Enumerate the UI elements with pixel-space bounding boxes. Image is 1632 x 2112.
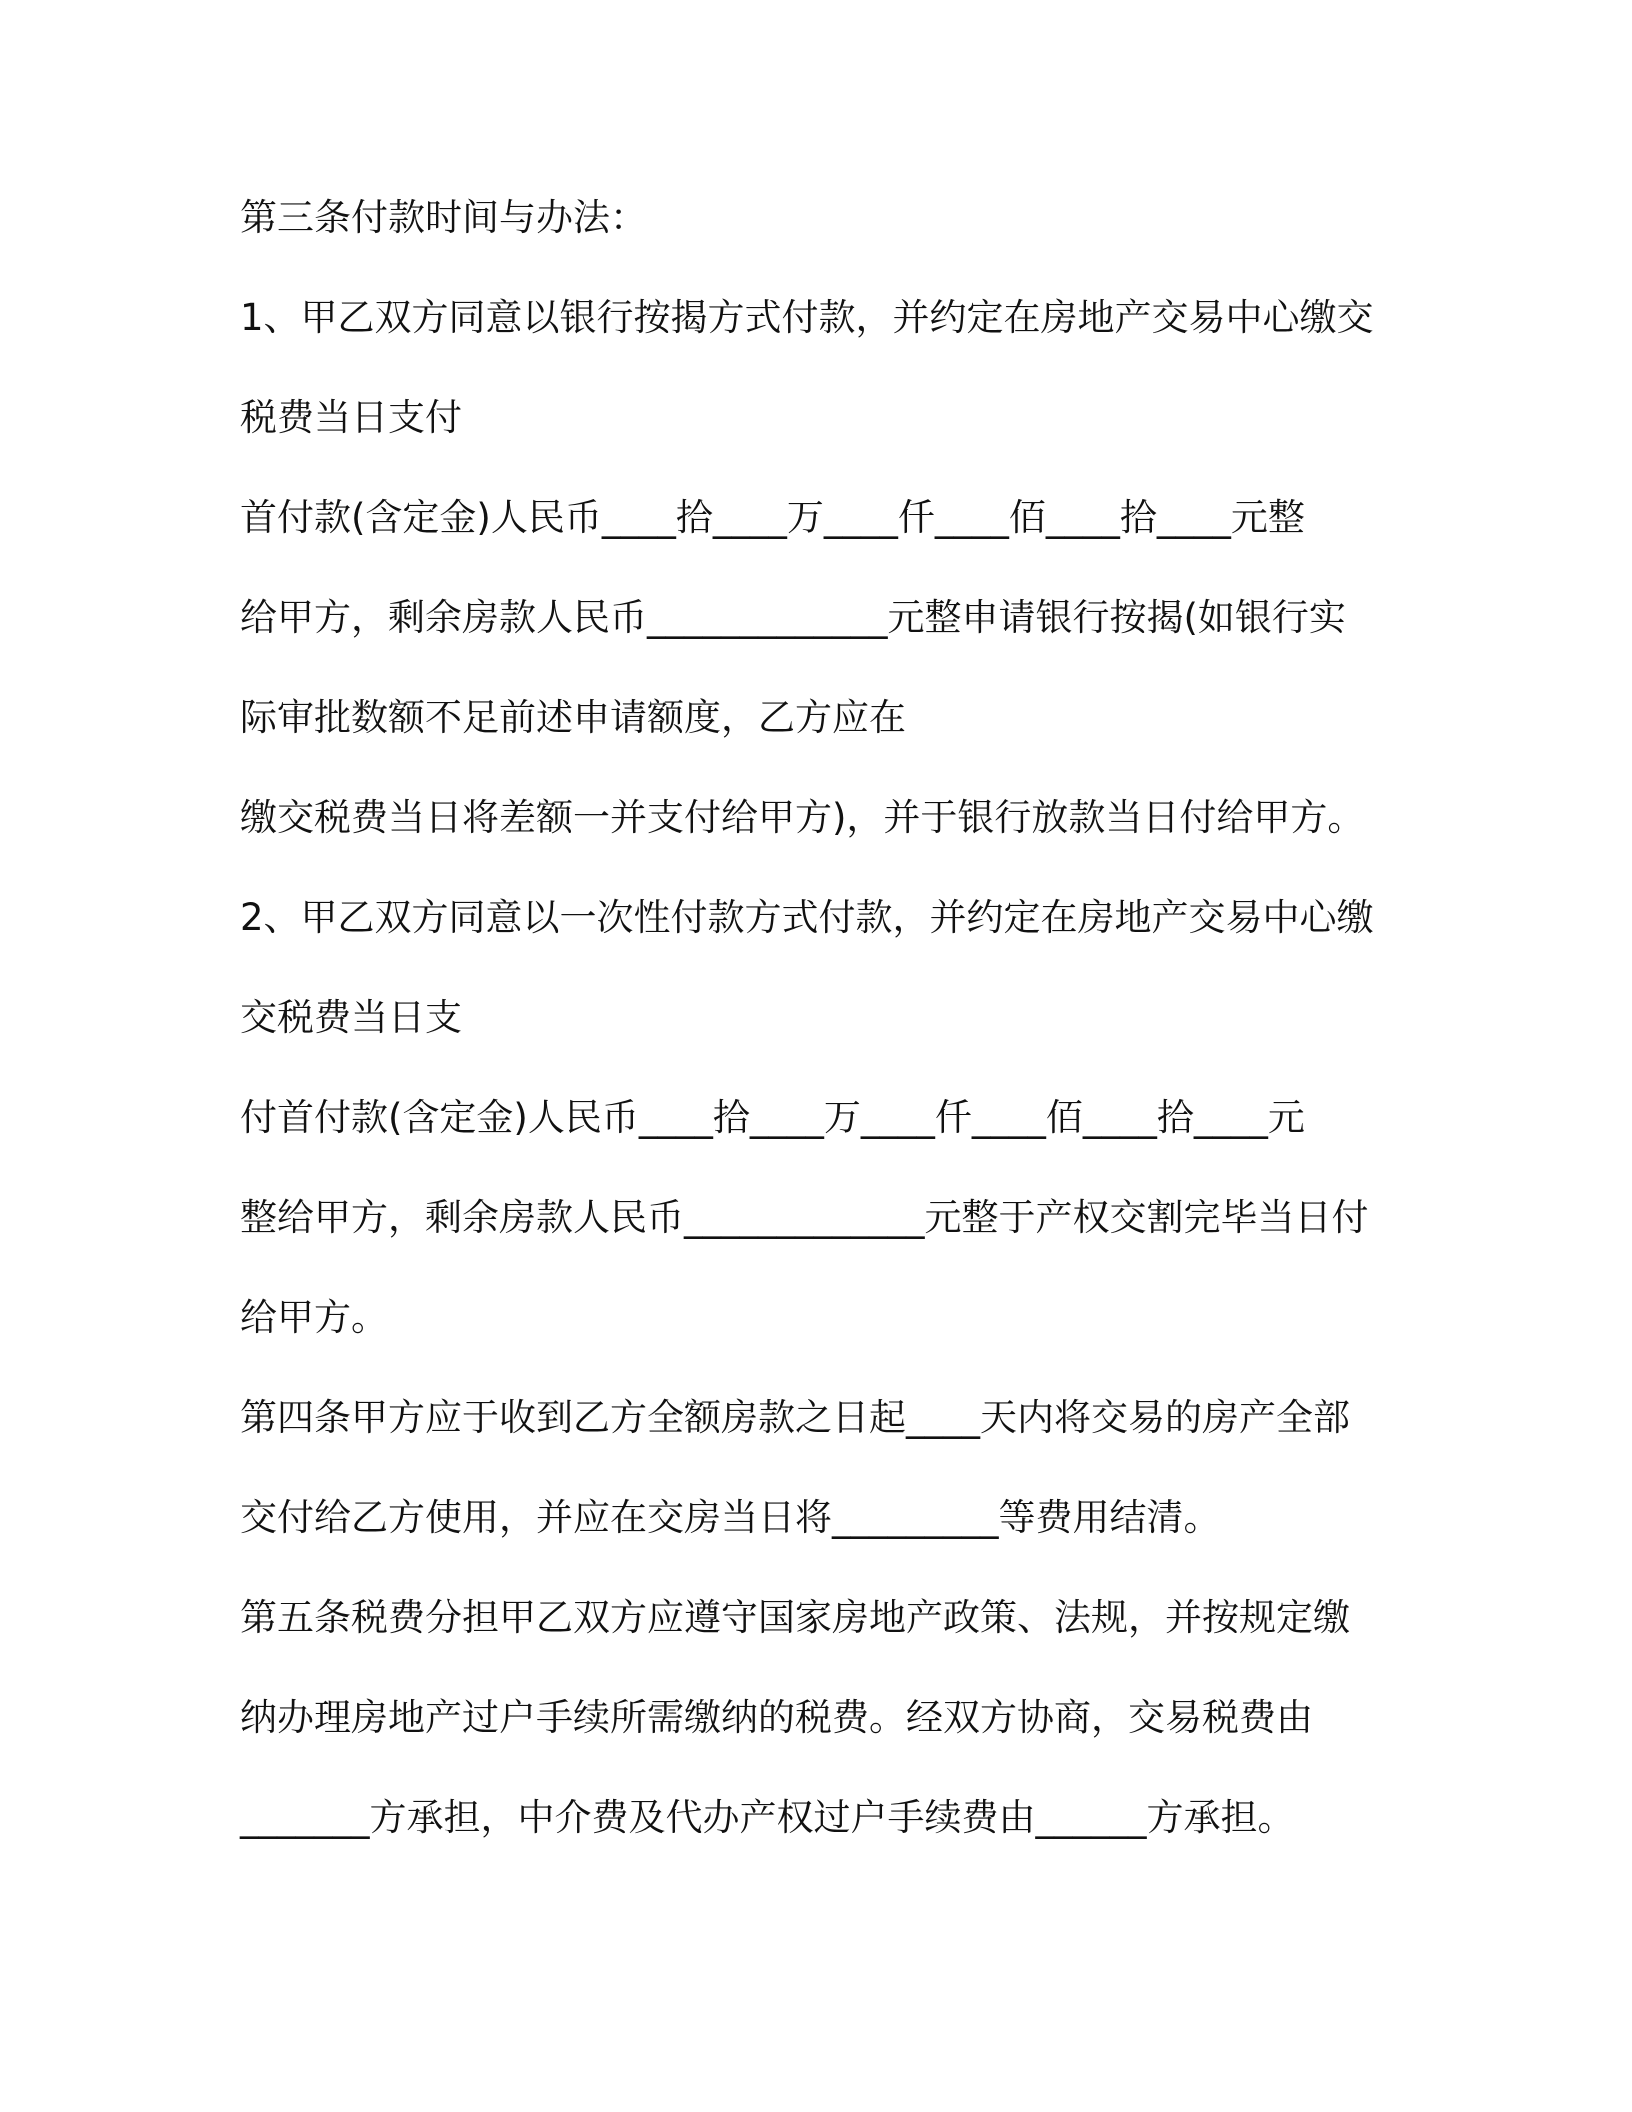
article-3-heading: 第三条付款时间与办法： [240, 196, 647, 239]
paragraph-line: 给甲方，剩余房款人民币_____________元整申请银行按揭(如银行实 [240, 596, 1346, 639]
article-5-line: 第五条税费分担甲乙双方应遵守国家房地产政策、法规，并按规定缴 [240, 1596, 1350, 1639]
paragraph-line: 际审批数额不足前述申请额度，乙方应在 [240, 696, 906, 739]
article-4-line: 第四条甲方应于收到乙方全额房款之日起____天内将交易的房产全部 [240, 1396, 1350, 1439]
paragraph-line: 首付款(含定金)人民币____拾____万____仟____佰____拾____元整 [240, 496, 1305, 539]
paragraph-line: 给甲方。 [240, 1296, 388, 1339]
paragraph-line: 纳办理房地产过户手续所需缴纳的税费。经双方协商，交易税费由 [240, 1696, 1313, 1739]
paragraph-line: 交税费当日支 [240, 996, 462, 1039]
paragraph-line: 1、甲乙双方同意以银行按揭方式付款，并约定在房地产交易中心缴交 [240, 296, 1374, 339]
paragraph-line: 2、甲乙双方同意以一次性付款方式付款，并约定在房地产交易中心缴 [240, 896, 1374, 939]
paragraph-line: 缴交税费当日将差额一并支付给甲方)，并于银行放款当日付给甲方。 [240, 796, 1365, 839]
paragraph-line: 付首付款(含定金)人民币____拾____万____仟____佰____拾____元 [240, 1096, 1305, 1139]
paragraph-line: 整给甲方，剩余房款人民币_____________元整于产权交割完毕当日付 [240, 1196, 1369, 1239]
paragraph-line: 交付给乙方使用，并应在交房当日将_________等费用结清。 [240, 1496, 1221, 1539]
paragraph-line: _______方承担，中介费及代办产权过户手续费由______方承担。 [240, 1796, 1295, 1839]
paragraph-line: 税费当日支付 [240, 396, 462, 439]
